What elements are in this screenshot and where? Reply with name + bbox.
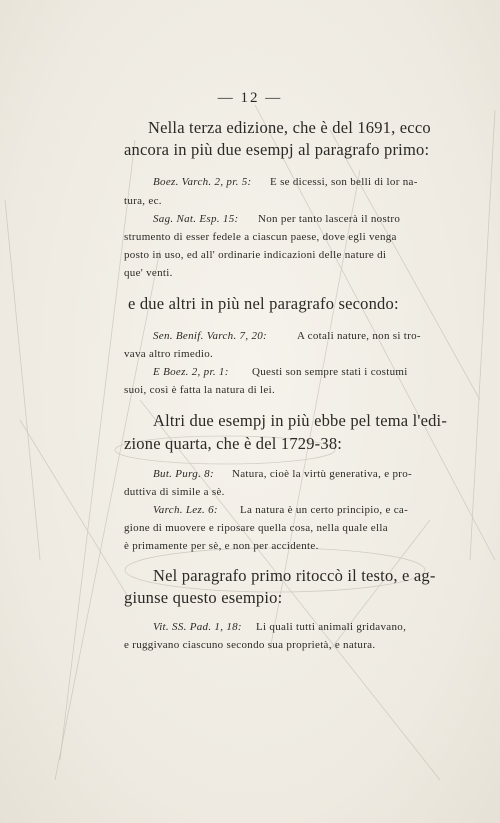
citation-ref: Vit. SS. Pad. 1, 18:: [153, 621, 242, 633]
text-line: Nella terza edizione, che è del 1691, ecco: [148, 118, 431, 137]
citation-text: posto in uso, ed all' ordinarie indicazioni delle nature di: [124, 249, 387, 261]
text-line: e due altri in più nel paragrafo secondo:: [128, 294, 399, 313]
text-line: Altri due esempj in più ebbe pel tema l'edi-: [153, 411, 448, 430]
citation-text: E se dicessi, son belli di lor na-: [270, 176, 418, 188]
citation-text: A cotali nature, non si tro-: [297, 330, 421, 342]
citation-ref: Sag. Nat. Esp. 15:: [153, 213, 239, 225]
text-line: Nel paragrafo primo ritoccò il testo, e ag-: [153, 566, 436, 585]
text-line: ancora in più due esempj al paragrafo primo:: [124, 140, 430, 159]
citation-ref: Sen. Benif. Varch. 7, 20:: [153, 330, 268, 342]
text-line: zione quarta, che è del 1729-38:: [124, 434, 343, 453]
citation-ref: But. Purg. 8:: [153, 468, 214, 480]
text-line: giunse questo esempio:: [124, 588, 283, 607]
citation-text: e ruggivano ciascuno secondo sua proprietà, e natura.: [124, 639, 376, 651]
citation-text: è primamente per sè, e non per accidente.: [124, 540, 319, 552]
citation-ref: Varch. Lez. 6:: [153, 504, 218, 516]
citation-text: Questi son sempre stati i costumi: [252, 366, 408, 378]
citation-text: duttiva di simile a sè.: [124, 486, 225, 498]
citation-ref: E Boez. 2, pr. 1:: [153, 366, 229, 378]
citation-text: gione di muovere e riposare quella cosa, nella quale ella: [124, 522, 388, 534]
citation-text: tura, ec.: [124, 195, 162, 207]
page-number: — 12 —: [217, 90, 283, 106]
citation-text: strumento di esser fedele a ciascun paese, dove egli venga: [124, 231, 397, 243]
citation-text: La natura è un certo principio, e ca-: [240, 504, 409, 516]
citation-text: vava altro rimedio.: [124, 348, 214, 360]
citation-text: Li quali tutti animali gridavano,: [256, 621, 407, 633]
citation-text: Natura, cioè la virtù generativa, e pro-: [232, 468, 412, 480]
citation-text: que' venti.: [124, 267, 173, 279]
citation-ref: Boez. Varch. 2, pr. 5:: [153, 176, 252, 188]
citation-text: suoi, così è fatta la natura di lei.: [124, 384, 276, 396]
citation-text: Non per tanto lascerà il nostro: [258, 213, 401, 225]
